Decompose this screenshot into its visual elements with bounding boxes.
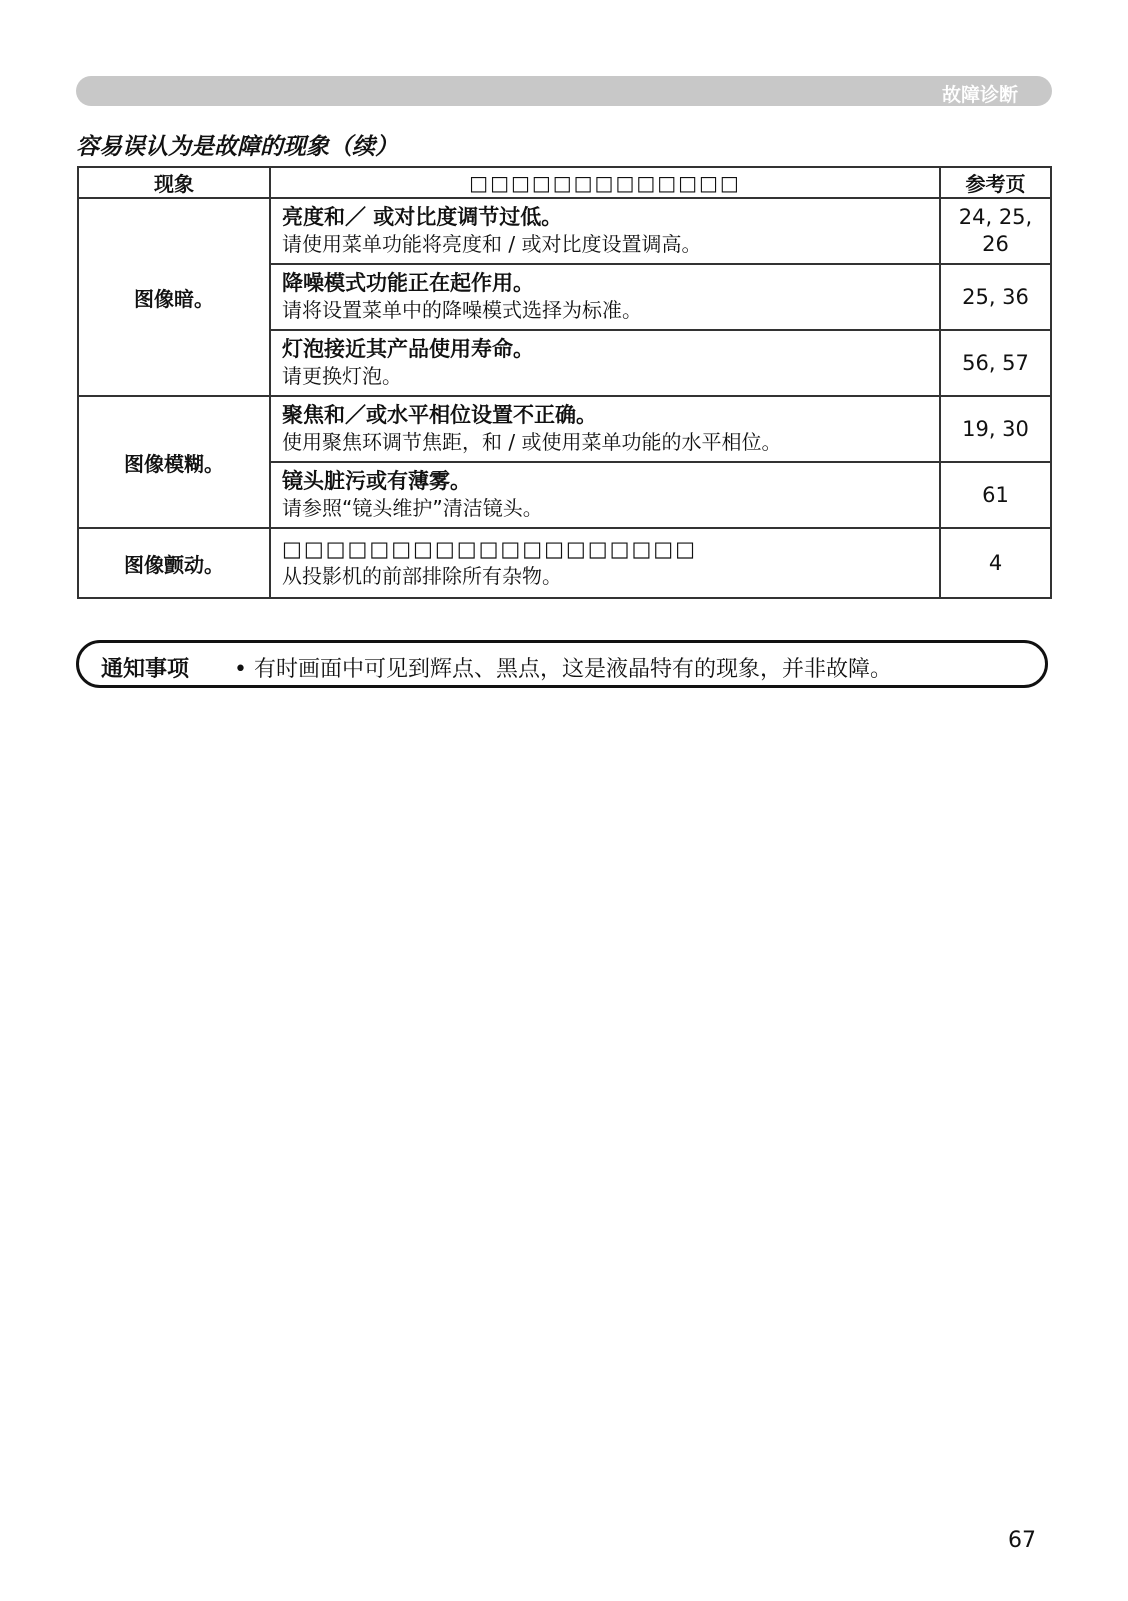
page-ref: 61 — [940, 462, 1051, 528]
symptom-cell: 图像模糊。 — [78, 396, 270, 528]
notice-title: 通知事项 — [101, 657, 190, 682]
cause-cell — [270, 396, 940, 462]
cause-cell — [270, 462, 940, 528]
cause-cell — [270, 198, 940, 264]
page-ref: 25, 36 — [940, 264, 1051, 330]
page-ref: 4 — [940, 528, 1051, 598]
page-number: 67 — [1008, 1528, 1036, 1553]
page-ref-cell — [940, 198, 1051, 264]
cause-title: 聚焦和／或水平相位设置不正确。 — [282, 403, 597, 427]
page-ref: 19, 30 — [940, 396, 1051, 462]
header-cause: □□□□□□□□□□□□□ — [270, 167, 940, 198]
cause-title: □□□□□□□□□□□□□□□□□□□ — [282, 537, 697, 561]
section-title: 容易误认为是故障的现象（续） — [76, 134, 398, 160]
troubleshooting-table — [77, 166, 1052, 599]
header-page: 参考页 — [940, 167, 1051, 198]
cause-title: 镜头脏污或有薄雾。 — [282, 469, 471, 493]
cause-desc: 请更换灯泡。 — [282, 364, 402, 388]
cause-desc: 使用聚焦环调节焦距，和 / 或使用菜单功能的水平相位。 — [282, 430, 782, 454]
header-symptom: 现象 — [78, 167, 270, 198]
cause-desc: 请使用菜单功能将亮度和 / 或对比度设置调高。 — [282, 232, 702, 256]
cause-desc: 请参照“镜头维护”清洁镜头。 — [282, 496, 543, 520]
cause-title: 亮度和／ 或对比度调节过低。 — [282, 205, 563, 229]
cause-title: 灯泡接近其产品使用寿命。 — [282, 337, 534, 361]
page-ref: 56, 57 — [940, 330, 1051, 396]
cause-title: 降噪模式功能正在起作用。 — [282, 271, 534, 295]
cause-desc: 请将设置菜单中的降噪模式选择为标准。 — [282, 298, 642, 322]
table-row — [78, 396, 1051, 462]
page-ref: 24, 25, 26 — [958, 205, 1033, 256]
header-bar — [76, 76, 1052, 106]
cause-desc: 从投影机的前部排除所有杂物。 — [282, 564, 562, 588]
table-row — [78, 528, 1051, 598]
notice-box — [76, 640, 1048, 688]
symptom-cell: 图像暗。 — [78, 198, 270, 396]
cause-cell — [270, 264, 940, 330]
cause-cell — [270, 330, 940, 396]
table-row — [78, 198, 1051, 264]
cause-cell — [270, 528, 940, 598]
header-section-label: 故障诊断 — [941, 84, 1018, 106]
symptom-cell: 图像颤动。 — [78, 528, 270, 598]
table-header-row — [78, 167, 1051, 198]
notice-text: • 有时画面中可见到辉点、黑点，这是液晶特有的现象，并非故障。 — [234, 657, 892, 682]
